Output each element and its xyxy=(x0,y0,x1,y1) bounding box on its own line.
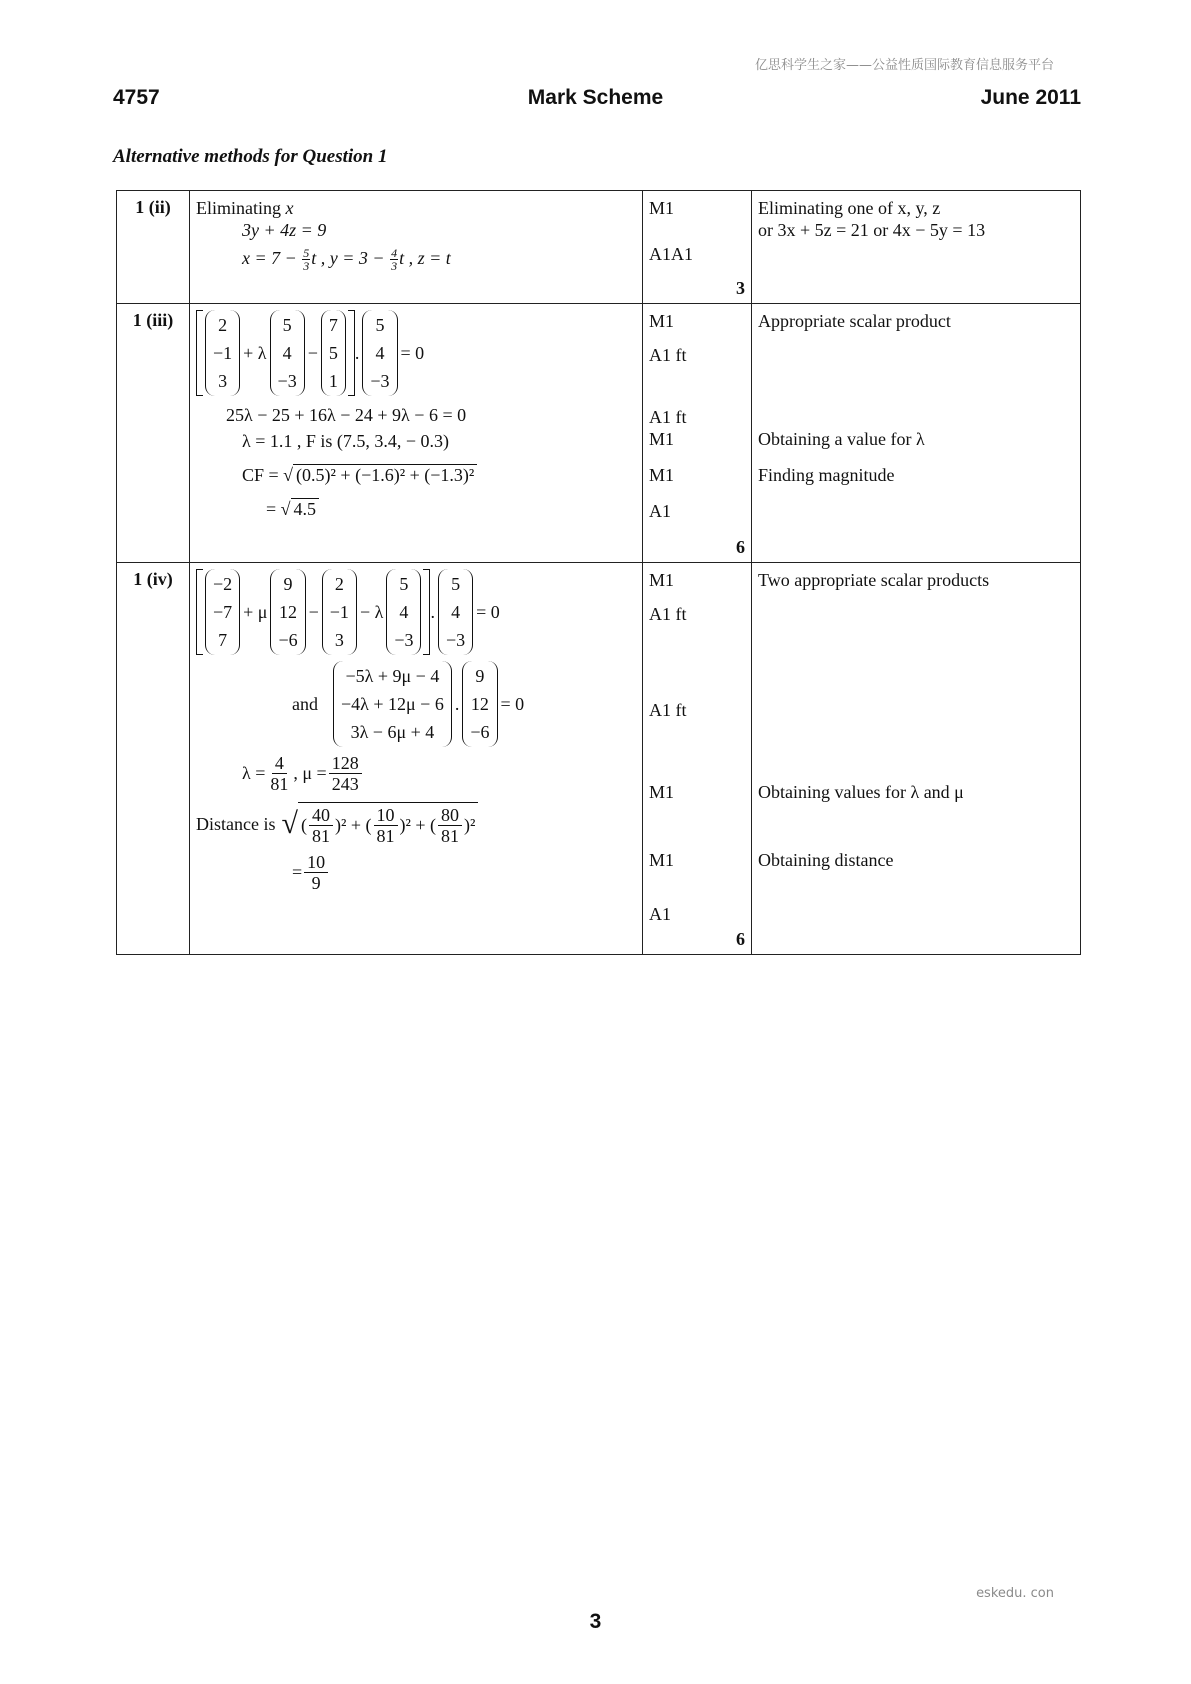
operator: − λ xyxy=(359,601,384,622)
operator: + λ xyxy=(243,342,267,363)
mark: A1 ft xyxy=(649,604,687,624)
guidance-text: Obtaining a value for λ xyxy=(758,429,925,449)
column-vector: 5 4 −3 xyxy=(386,569,421,655)
guidance-text: Obtaining values for λ and μ xyxy=(758,782,964,802)
frac-num: 5 xyxy=(303,246,310,261)
mark: A1A1 xyxy=(649,244,693,264)
question-number: 1 (iv) xyxy=(117,563,190,955)
work-text: λ = xyxy=(242,763,266,783)
work-text: CF = √ xyxy=(242,465,294,485)
marks-cell xyxy=(643,563,752,955)
guidance-text: Finding magnitude xyxy=(758,465,895,485)
subtitle: Alternative methods for Question 1 xyxy=(113,146,388,167)
column-vector: 7 5 1 xyxy=(321,310,346,396)
working-cell xyxy=(190,563,643,955)
guidance-cell xyxy=(752,191,1081,304)
work-text: x = 7 − xyxy=(242,248,302,268)
question-number: 1 (ii) xyxy=(117,191,190,304)
guidance-cell xyxy=(752,563,1081,955)
guidance-text: Obtaining distance xyxy=(758,850,894,870)
mark: M1 xyxy=(649,429,675,449)
table-row xyxy=(117,563,1081,955)
watermark-top: 亿思科学生之家——公益性质国际教育信息服务平台 xyxy=(754,58,1054,73)
sqrt-sign: √ xyxy=(281,807,298,840)
frac-den: 243 xyxy=(331,774,359,794)
square-bracket xyxy=(196,310,355,396)
mark: A1 ft xyxy=(649,407,687,427)
mark: M1 xyxy=(649,782,675,802)
work-text: Distance is xyxy=(196,813,276,834)
work-text: t , y = 3 − xyxy=(311,248,390,268)
work-text: = √ xyxy=(266,499,291,519)
work-text: Eliminating xyxy=(196,198,286,218)
frac-num: 4 xyxy=(272,753,287,774)
frac-num: 4 xyxy=(391,246,398,261)
operator: − xyxy=(308,601,319,622)
mark: M1 xyxy=(649,570,675,590)
watermark-bottom: eskedu. con xyxy=(976,1586,1054,1601)
work-line: 25λ − 25 + 16λ − 24 + 9λ − 6 = 0 xyxy=(226,405,467,425)
column-vector: 5 4 −3 xyxy=(270,310,305,396)
work-text: and xyxy=(292,693,318,714)
work-line: 3y + 4z = 9 xyxy=(242,220,327,240)
mark: M1 xyxy=(649,850,675,870)
mark: M1 xyxy=(649,198,675,218)
mark-total: 6 xyxy=(736,537,745,557)
operator: . xyxy=(354,342,360,363)
column-vector: 5 4 −3 xyxy=(438,569,473,655)
operator: = 0 xyxy=(400,342,425,363)
table-row xyxy=(117,304,1081,563)
column-vector: −5λ + 9μ − 4 −4λ + 12μ − 6 3λ − 6μ + 4 xyxy=(333,661,452,747)
operator: . xyxy=(454,693,460,714)
mark: A1 ft xyxy=(649,345,687,365)
mark: M1 xyxy=(649,465,675,485)
column-vector: 9 12 −6 xyxy=(270,569,305,655)
frac-num: 128 xyxy=(329,753,362,774)
guidance-text: Appropriate scalar product xyxy=(758,311,951,331)
guidance-text: or 3x + 5z = 21 or 4x − 5y = 13 xyxy=(758,220,986,240)
mark-total: 6 xyxy=(736,929,745,949)
column-vector: 9 12 −6 xyxy=(462,661,497,747)
working-cell xyxy=(190,304,643,563)
guidance-text: Eliminating one of x, y, z xyxy=(758,198,941,218)
header-code: 4757 xyxy=(113,86,160,109)
sqrt-content: 4.5 xyxy=(291,498,320,519)
mark: M1 xyxy=(649,311,675,331)
mark-total: 3 xyxy=(736,278,745,298)
table-row xyxy=(117,191,1081,304)
work-text: , μ = xyxy=(293,763,327,783)
column-vector: 2 −1 3 xyxy=(322,569,357,655)
sqrt-content: (0.5)² + (−1.6)² + (−1.3)² xyxy=(293,464,477,485)
question-number: 1 (iii) xyxy=(117,304,190,563)
working-cell xyxy=(190,191,643,304)
guidance-text: Two appropriate scalar products xyxy=(758,570,990,590)
operator: + μ xyxy=(243,601,268,622)
frac-den: 3 xyxy=(303,259,310,274)
work-var: x xyxy=(285,198,294,218)
header-date: June 2011 xyxy=(980,86,1081,109)
header-title: Mark Scheme xyxy=(527,86,664,109)
square-bracket xyxy=(196,569,430,655)
operator: = 0 xyxy=(500,693,525,714)
page-number: 3 xyxy=(589,1610,602,1633)
work-line: λ = 1.1 , F is (7.5, 3.4, − 0.3) xyxy=(242,431,450,451)
operator: − xyxy=(307,342,318,363)
frac-den: 9 xyxy=(311,873,321,893)
mark-scheme-table xyxy=(116,190,1081,955)
mark: A1 ft xyxy=(649,700,687,720)
column-vector: 5 4 −3 xyxy=(362,310,397,396)
operator: = 0 xyxy=(476,601,500,622)
sqrt-content: ( $\frac{40}{81}$ )² + ( $\frac{10}{81}$ )² + ( $\frac{80}{81}$ )² xyxy=(298,802,478,846)
work-text: = xyxy=(292,862,303,882)
marks-cell xyxy=(643,304,752,563)
frac-den: 81 xyxy=(270,774,289,794)
marks-cell xyxy=(643,191,752,304)
column-vector: 2 −1 3 xyxy=(205,310,240,396)
column-vector: −2 −7 7 xyxy=(205,569,240,655)
frac-den: 3 xyxy=(391,259,398,274)
guidance-cell xyxy=(752,304,1081,563)
operator: . xyxy=(430,601,435,622)
work-text: t , z = t xyxy=(399,248,451,268)
frac-num: 10 xyxy=(304,852,328,873)
mark: A1 xyxy=(649,501,671,521)
mark: A1 xyxy=(649,904,671,924)
